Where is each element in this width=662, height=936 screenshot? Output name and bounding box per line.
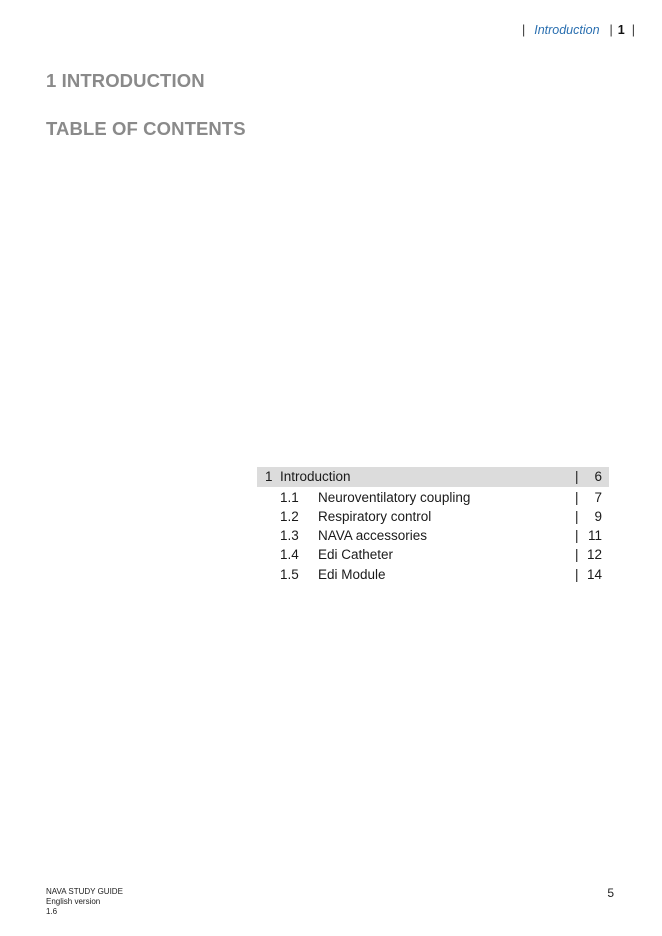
footer-version: 1.6 [46,907,58,916]
toc-entry-nava-accessories[interactable] [257,526,609,545]
table-of-contents [257,467,609,584]
header-separator-right: | [631,23,635,37]
header-chapter-number: 1 [617,23,625,37]
footer [46,887,123,917]
toc-entry-title: Neuroventilatory coupling [318,489,471,505]
toc-entry-separator: | [575,528,579,544]
toc-entry-title: NAVA accessories [318,528,428,544]
toc-entry-edi-module[interactable] [257,565,609,584]
toc-entry-separator: | [575,547,579,563]
toc-entry-neuroventilatory-coupling[interactable] [257,488,609,507]
footer-language: English version [46,897,101,906]
footer-guide-title: NAVA STUDY GUIDE [46,887,123,896]
chapter-heading: 1 INTRODUCTION [46,70,205,91]
running-header [522,23,635,37]
toc-entry-page: 9 [594,508,602,524]
toc-entry-number: 1.1 [280,489,299,505]
toc-entry-separator: | [575,566,579,582]
toc-entry-title: Respiratory control [318,508,432,524]
toc-entry-number: 1.5 [280,566,299,582]
header-section-name[interactable]: Introduction [534,23,600,37]
toc-heading: TABLE OF CONTENTS [46,118,246,139]
toc-entry-respiratory-control[interactable] [257,507,609,526]
toc-entry-page: 14 [586,566,602,582]
toc-entry-separator: | [575,489,579,505]
toc-entry-number: 1.2 [280,508,299,524]
toc-entry-introduction[interactable] [257,467,609,487]
page-number: 5 [607,886,614,900]
toc-entry-page: 12 [586,547,602,563]
toc-entry-number: 1 [265,469,273,484]
toc-entry-number: 1.4 [280,547,299,563]
toc-entry-separator: | [575,469,579,484]
toc-entry-edi-catheter[interactable] [257,545,609,564]
toc-entry-separator: | [575,508,579,524]
toc-entry-page: 7 [594,489,602,505]
header-separator-left: | [521,23,526,37]
header-separator-middle: | [609,23,613,37]
toc-entry-title: Edi Catheter [318,547,394,563]
toc-entry-title: Introduction [280,469,351,484]
toc-entry-number: 1.3 [280,528,299,544]
toc-entry-page: 11 [587,528,602,544]
toc-entry-title: Edi Module [318,566,386,582]
toc-entry-page: 6 [594,469,602,484]
